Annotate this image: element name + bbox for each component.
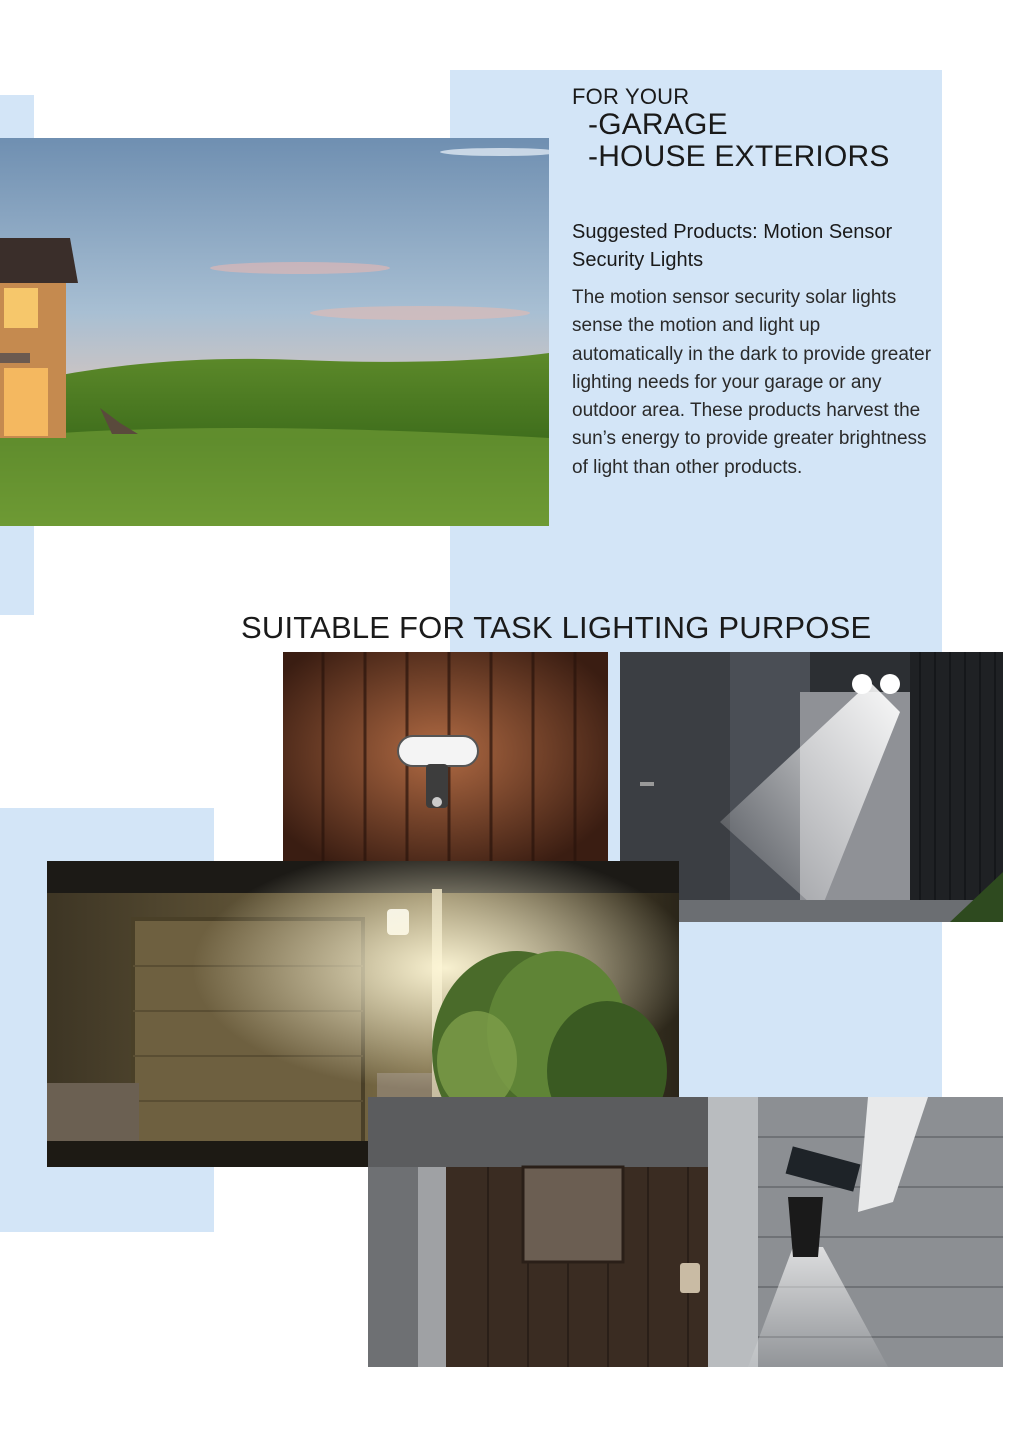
shingle-wall-spotlight-photo bbox=[368, 1097, 1003, 1367]
suggested-products: Suggested Products: Motion Sensor Security Lights bbox=[572, 221, 893, 271]
heading-garage: -GARAGE bbox=[588, 108, 728, 141]
section-title: SUITABLE FOR TASK LIGHTING PURPOSE bbox=[241, 610, 872, 645]
intro-paragraph: The motion sensor security solar lights sense the motion and light up automatically in the dark to provide greater lighting needs for your garage or any outdoor area. These products harvest the sun’s energy to provide greater brightness of light than other products. bbox=[572, 287, 932, 478]
heading-house-exteriors: -HOUSE EXTERIORS bbox=[588, 140, 890, 173]
for-your-label: FOR YOUR bbox=[572, 84, 690, 109]
wood-wall-light-photo bbox=[283, 652, 608, 874]
house-landscape-photo bbox=[0, 138, 549, 526]
